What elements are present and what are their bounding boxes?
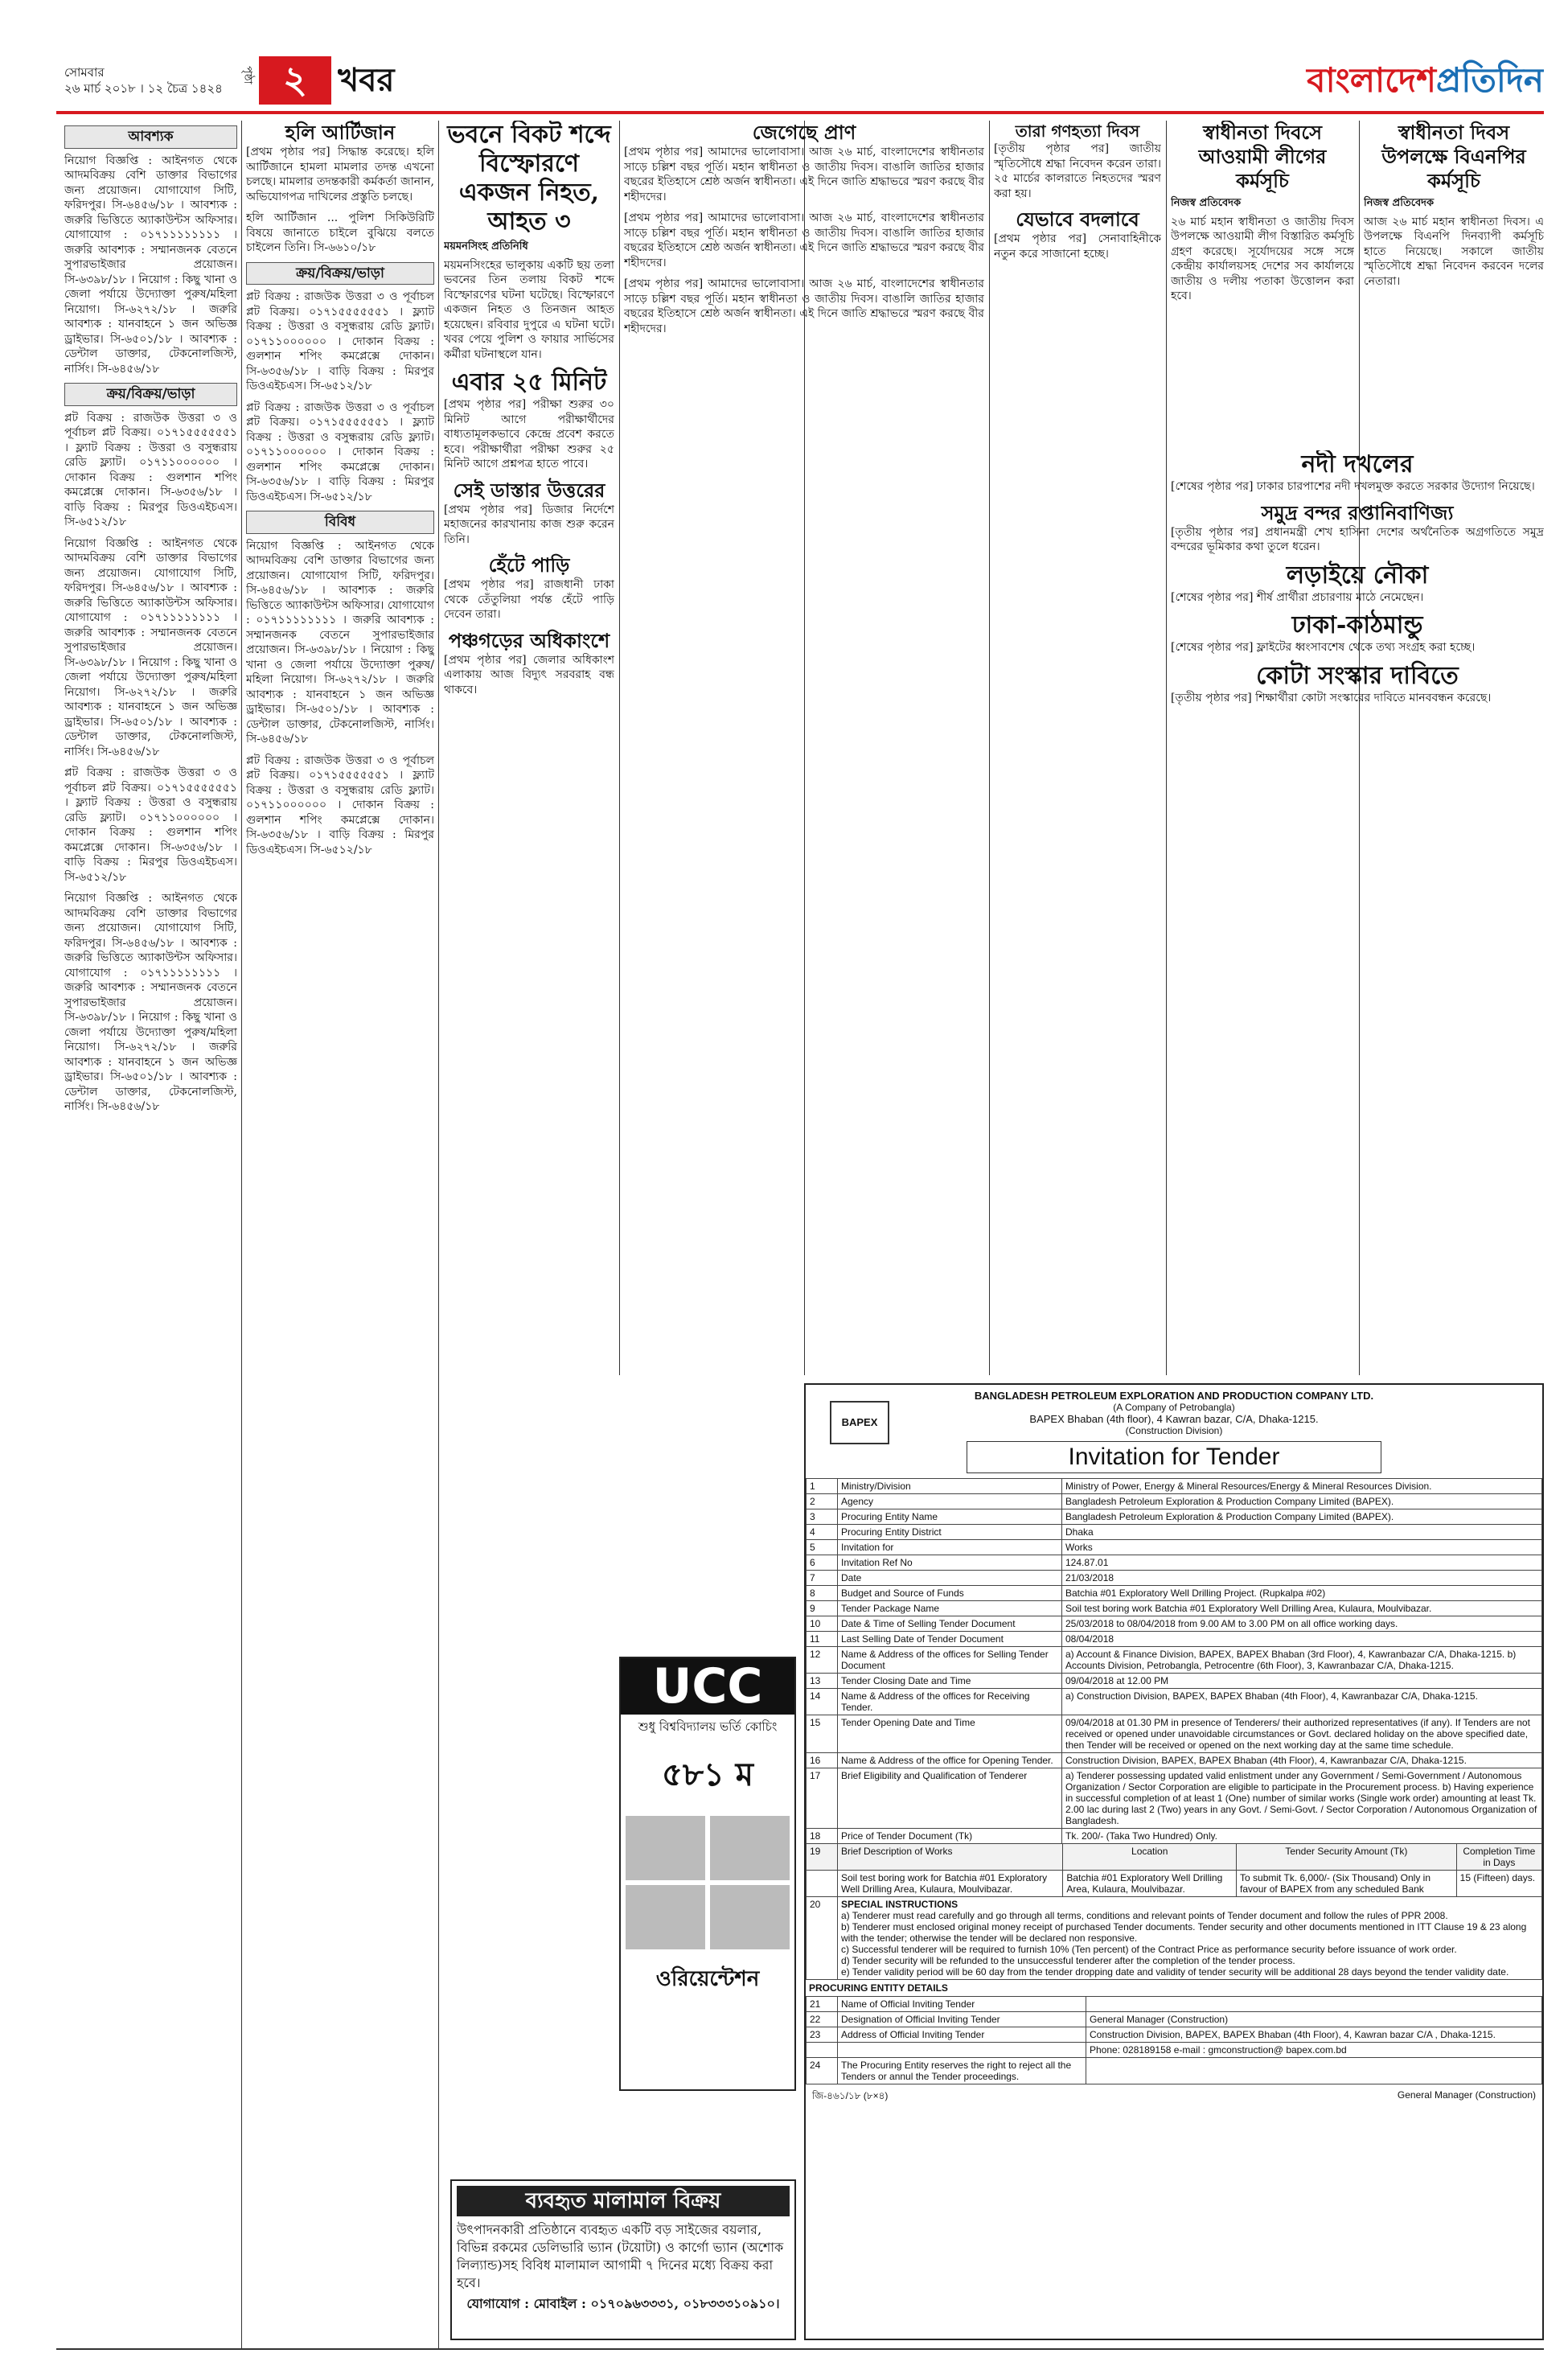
table-cell: Name & Address of the office for Opening Tender. (838, 1753, 1062, 1768)
ucc-photo-grid (621, 1811, 794, 1954)
table-cell: Budget and Source of Funds (838, 1586, 1062, 1601)
logo-part-a: বাংলাদেশ (1307, 60, 1436, 100)
table-cell: Address of Official Inviting Tender (838, 2027, 1086, 2043)
table-cell: Invitation Ref No (838, 1555, 1062, 1571)
table-cell: Batchia #01 Exploratory Well Drilling Project. (Rupkalpa #02) (1062, 1586, 1542, 1601)
news-column-7 (1171, 121, 1354, 442)
classified-heading: ক্রয়/বিক্রয়/ভাড়া (64, 383, 237, 406)
table-cell: General Manager (Construction) (1086, 2012, 1542, 2027)
bnp-headline: স্বাধীনতা দিবস উপলক্ষে বিএনপির কর্মসূচি (1381, 121, 1526, 192)
holi-artisan-headline: হলি আর্টিজান (285, 121, 396, 144)
table-cell: 15 (Fifteen) days. (1456, 1871, 1541, 1897)
tender-title: Invitation for Tender (967, 1441, 1381, 1473)
table-cell: 11 (807, 1632, 838, 1647)
table-row (807, 1555, 1542, 1571)
blast-byline: ময়মনসিংহ প্রতিনিধি (444, 240, 528, 253)
table-row (807, 1632, 1542, 1647)
sale-title: ব্যবহৃত মালামাল বিক্রয় (457, 2186, 790, 2216)
table-cell: Brief Description of Works (838, 1844, 1063, 1871)
issue-date: সোমবার ২৬ মার্চ ২০১৮ । ১২ চৈত্র ১৪২৪ (64, 65, 223, 96)
table-cell: Name of Official Inviting Tender (838, 1997, 1086, 2012)
table-cell: Date (838, 1571, 1062, 1586)
table-cell: Price of Tender Document (Tk) (838, 1829, 1062, 1844)
table-cell: 8 (807, 1586, 838, 1601)
table-row (807, 1479, 1542, 1494)
tara-headline: তারা গণহত্যা দিবস (1015, 121, 1140, 141)
table-cell: Location (1063, 1844, 1237, 1871)
table-cell: 19 (807, 1844, 838, 1871)
table-cell: Procuring Entity Name (838, 1509, 1062, 1525)
news-column-6 (994, 121, 1161, 1371)
table-cell: 21/03/2018 (1062, 1571, 1542, 1586)
table-cell: 09/04/2018 at 01.30 PM in presence of Tenderers/ their authorized representatives (if any). If Tenders are not received or opened under unavoidable circumstances or Govt. declared holiday on the above specified date, then Tender will be received or opened on the next working day at the same time schedule. (1062, 1715, 1542, 1753)
table-cell: 12 (807, 1647, 838, 1674)
masthead-logo (1254, 56, 1544, 105)
awami-league-headline: স্বাধীনতা দিবসে আওয়ামী লীগের কর্মসূচি (1198, 121, 1327, 192)
table-row (807, 1509, 1542, 1525)
classified-text: প্লট বিক্রয় : রাজউক উত্তরা ৩ ও পূর্বাচল প্লট বিক্রয়। ০১৭১৫৫৫৫৫৫১ । ফ্ল্যাট বিক্রয় : উত্তরা ও বসুন্ধরায় রেডি ফ্ল্যাট। ০১৭১১০০০০০০ । দোকান বিক্রয় : গুলশান শপিং কমপ্লেক্সে দোকান। সি-৬৩৫৬/১৮ । বাড়ি বিক্রয় : মিরপুর ডিওএইচএস। সি-৬৫১২/১৮ (246, 290, 434, 392)
table-cell: Soil test boring work for Batchia #01 Exploratory Well Drilling Area, Kulaura, Moulvibazar. (838, 1871, 1063, 1897)
tender-ad-code: জি-৪৬১/১৮ (৮×৪) (812, 2090, 889, 2101)
ucc-orientation: ওরিয়েন্টেশন (655, 1967, 760, 1991)
logo-part-b: প্রতিদিন (1435, 60, 1544, 100)
tender-works-table (806, 1843, 1542, 1897)
ladai-headline: লড়াইয়ে নৌকা (1286, 561, 1429, 589)
jegeche-body: [প্রথম পৃষ্ঠার পর] আমাদের ভালোবাসা। আজ ২৬ মার্চ, বাংলাদেশের স্বাধীনতার সাড়ে চল্লিশ বছর পূর্তি। মহান স্বাধীনতা ও জাতীয় দিবস। বাঙালি জাতির হাজার বছরের ইতিহাসে শ্রেষ্ঠ অর্জন স্বাধীনতা। এই দিনে জাতি শ্রদ্ধাভরে স্মরণ করছে বীর শহীদদের। (624, 212, 984, 269)
table-cell: 2 (807, 1494, 838, 1509)
tender-division: (Construction Division) (1125, 1425, 1223, 1436)
table-cell: Tender Security Amount (Tk) (1237, 1844, 1457, 1871)
table-cell: 16 (807, 1753, 838, 1768)
student-photo (710, 1885, 790, 1949)
table-cell: Tender Closing Date and Time (838, 1674, 1062, 1689)
jegeche-body: [প্রথম পৃষ্ঠার পর] আমাদের ভালোবাসা। আজ ২৬ মার্চ, বাংলাদেশের স্বাধীনতার সাড়ে চল্লিশ বছর পূর্তি। মহান স্বাধীনতা ও জাতীয় দিবস। বাঙালি জাতির হাজার বছরের ইতিহাসে শ্রেষ্ঠ অর্জন স্বাধীনতা। এই দিনে জাতি শ্রদ্ধাভরে স্মরণ করছে বীর শহীদদের। (624, 277, 984, 335)
bapex-logo-icon: BAPEX (830, 1401, 889, 1444)
blast-headline: ভবনে বিকট শব্দে বিস্ফোরণে একজন নিহত, আহত ৩ (447, 121, 611, 236)
quota-headline: কোটা সংস্কার দাবিতে (1256, 661, 1459, 690)
special-item: a) Tenderer must read carefully and go through all terms, conditions and relevant points of Tender document and follow the rules of PPR 2008. (841, 1910, 1448, 1921)
table-cell: 6 (807, 1555, 838, 1571)
dhaka-kathmandu-body: [শেষের পৃষ্ঠার পর] ফ্লাইটের ধ্বংসাবশেষ থেকে তথ্য সংগ্রহ করা হচ্ছে। (1171, 641, 1476, 654)
table-cell: 4 (807, 1525, 838, 1540)
table-cell: a) Account & Finance Division, BAPEX, BAPEX Bhaban (3rd Floor), 4, Kawranbazar C/A, Dhaka-1215. b) Accounts Division, Petrobangla, Petrocentre (6th Floor), 3, Kawranbazar C/A, Dhaka-1215. (1062, 1647, 1542, 1674)
sale-contact: যোগাযোগ : মোবাইল : ০১৭০৯৬৩৩৩১, ০১৮৩৩৩১০৯১০। (466, 2296, 780, 2311)
table-row (807, 2058, 1542, 2084)
table-cell: Batchia #01 Exploratory Well Drilling Area, Kulaura, Moulvibazar. (1063, 1871, 1237, 1897)
classified-text: হলি আর্টিজান ... পুলিশ সিকিউরিটি বিষয়ে জানাতে চাইলে বুঝিয়ে বলতে চাইলেন তিনি। সি-৬৬১০/১৮ (246, 212, 434, 254)
student-photo (626, 1885, 705, 1949)
nodi-headline: নদী দখলের (1301, 450, 1414, 478)
jegeche-headline: জেগেছে প্রাণ (752, 121, 856, 144)
tender-company-address: BAPEX Bhaban (4th floor), 4 Kawran bazar, C/A, Dhaka-1215. (1029, 1413, 1319, 1425)
tender-company-sub: (A Company of Petrobangla) (1113, 1402, 1235, 1413)
table-cell: a) Construction Division, BAPEX, BAPEX Bhaban (4th Floor), 4, Kawranbazar C/A, Dhaka-1215. (1062, 1689, 1542, 1715)
quota-body: [তৃতীয় পৃষ্ঠার পর] শিক্ষার্থীরা কোটা সংস্কারের দাবিতে মানববন্ধন করেছে। (1171, 691, 1492, 704)
blast-body: ময়মনসিংহের ভালুকায় একটি ছয় তলা ভবনের তিন তলায় বিকট শব্দে বিস্ফোরণের ঘটনা ঘটেছে। বিস্ফোরণে একজন নিহত ও তিনজন আহত হয়েছেন। রবিবার দুপুরে এ ঘটনা ঘটে। খবর পেয়ে পুলিশ ও ফায়ার সার্ভিসের কর্মীরা ঘটনাস্থলে যান। (444, 258, 614, 361)
table-cell: 18 (807, 1829, 838, 1844)
table-row (807, 1689, 1542, 1715)
special-item: e) Tender validity period will be 60 day from the tender dropping date and validity of tender security will be additional 28 days beyond the tender validity date. (841, 1966, 1509, 1978)
classified-text: নিয়োগ বিজ্ঞপ্তি : আইনগত থেকে আদমবিক্রয় বেশি ডাক্তার বিভাগের জন্য প্রয়োজন। যোগাযোগ সিটি, ফরিদপুর। সি-৬৪৫৬/১৮ । আবশ্যক : জরুরি ভিত্তিতে অ্যাকাউন্টস অফিসার। যোগাযোগ : ০১৭১১১১১১১১ । জরুরি আবশ্যক : সম্মানজনক বেতনে সুপারভাইজার প্রয়োজন। সি-৬৩৯৮/১৮ । নিয়োগ : কিছু খানা ও জেলা পর্যায়ে উদ্যোক্তা পুরুষ/মহিলা নিয়োগ। সি-৬২৭২/১৮ । জরুরি আবশ্যক : যানবাহনে ১ জন অভিজ্ঞ ড্রাইভার। সি-৬৫০১/১৮ । আবশ্যক : ডেন্টাল ডাক্তার, টেকনোলজিস্ট, নার্সিং। সি-৬৪৫৬/১৮ (64, 536, 237, 758)
table-row (807, 1616, 1542, 1632)
table-row (807, 1829, 1542, 1844)
table-cell: Name & Address of the offices for Selling Tender Document (838, 1647, 1062, 1674)
special-item: d) Tender security will be refunded to the unsuccessful tenderer after the completion of the tender process. (841, 1955, 1295, 1966)
student-photo (626, 1816, 705, 1880)
page-label: পৃষ্ঠা (241, 66, 254, 84)
news-column-4 (624, 121, 984, 1371)
table-cell: Last Selling Date of Tender Document (838, 1632, 1062, 1647)
tender-company: BANGLADESH PETROLEUM EXPLORATION AND PRODUCTION COMPANY LTD. (974, 1390, 1374, 1402)
classified-heading: আবশ্যক (64, 125, 237, 149)
table-cell (838, 1897, 1542, 1980)
table-cell: 24 (807, 2058, 838, 2084)
table-row (807, 2012, 1542, 2027)
table-cell: Soil test boring work Batchia #01 Exploratory Well Drilling Area, Kulaura, Moulvibazar. (1062, 1601, 1542, 1616)
used-goods-sale-ad (450, 2179, 796, 2340)
min25-body: [প্রথম পৃষ্ঠার পর] পরীক্ষা শুরুর ৩০ মিনিট আগে পরীক্ষার্থীদের বাধ্যতামূলকভাবে কেন্দ্রে প্রবেশ করতে হবে। পরীক্ষার্থীরা পরীক্ষা শুরুর ২৫ মিনিট আগে প্রশ্নপত্র হাতে পাবে। (444, 398, 614, 470)
hetepari-body: [প্রথম পৃষ্ঠার পর] রাজধানী ঢাকা থেকে তেঁতুলিয়া পর্যন্ত হেঁটে পাড়ি দেবেন তারা। (444, 578, 614, 621)
table-cell: a) Tenderer possessing updated valid enlistment under any Government / Semi-Government / Autonomous Organization / Sector Corporation are eligible to participate in the Procurement process. b) Having experience in successful completion of at least 1 (One) number of similar works (Single work order) amounting at least Tk. 2.00 lac during last 2 (Two) years in any Govt. / Semi-Govt. / Sector Corporation / Autonomous Organization of Bangladesh. (1062, 1768, 1542, 1829)
ladai-body: [শেষের পৃষ্ঠার পর] শীর্ষ প্রার্থীরা প্রচারণায় মাঠে নেমেছেন। (1171, 590, 1424, 604)
table-cell: 13 (807, 1674, 838, 1689)
table-cell: Brief Eligibility and Qualification of Tenderer (838, 1768, 1062, 1829)
awami-league-byline: নিজস্ব প্রতিবেদক (1171, 197, 1242, 209)
table-cell: Designation of Official Inviting Tender (838, 2012, 1086, 2027)
table-cell: 17 (807, 1768, 838, 1829)
tender-table (806, 1478, 1542, 1844)
hetepari-headline: হেঁটে পাড়ি (488, 553, 570, 577)
special-instructions-heading: SPECIAL INSTRUCTIONS (841, 1899, 958, 1910)
classified-heading: বিবিধ (246, 511, 434, 534)
table-cell: Construction Division, BAPEX, BAPEX Bhaban (4th Floor), 4, Kawranbazar C/A, Dhaka-1215. (1062, 1753, 1542, 1768)
table-cell: 22 (807, 2012, 838, 2027)
jegeche-body: [প্রথম পৃষ্ঠার পর] আমাদের ভালোবাসা। আজ ২৬ মার্চ, বাংলাদেশের স্বাধীনতার সাড়ে চল্লিশ বছর পূর্তি। মহান স্বাধীনতা ও জাতীয় দিবস। বাঙালি জাতির হাজার বছরের ইতিহাসে শ্রেষ্ঠ অর্জন স্বাধীনতা। এই দিনে জাতি শ্রদ্ধাভরে স্মরণ করছে বীর শহীদদের। (624, 146, 984, 203)
panchagarh-headline: পঞ্চগড়ের অধিকাংশে (448, 628, 610, 652)
nodi-body: [শেষের পৃষ্ঠার পর] ঢাকার চারপাশের নদী দখলমুক্ত করতে সরকার উদ্যোগ নিয়েছে। (1171, 480, 1535, 493)
special-instructions (806, 1896, 1542, 1980)
table-cell: 15 (807, 1715, 838, 1753)
table-row (807, 1753, 1542, 1768)
table-cell: 3 (807, 1509, 838, 1525)
classified-text: নিয়োগ বিজ্ঞপ্তি : আইনগত থেকে আদমবিক্রয় বেশি ডাক্তার বিভাগের জন্য প্রয়োজন। যোগাযোগ সিটি, ফরিদপুর। সি-৬৪৫৬/১৮ । আবশ্যক : জরুরি ভিত্তিতে অ্যাকাউন্টস অফিসার। যোগাযোগ : ০১৭১১১১১১১১ । জরুরি আবশ্যক : সম্মানজনক বেতনে সুপারভাইজার প্রয়োজন। সি-৬৩৯৮/১৮ । নিয়োগ : কিছু খানা ও জেলা পর্যায়ে উদ্যোক্তা পুরুষ/মহিলা নিয়োগ। সি-৬২৭২/১৮ । জরুরি আবশ্যক : যানবাহনে ১ জন অভিজ্ঞ ড্রাইভার। সি-৬৫০১/১৮ । আবশ্যক : ডেন্টাল ডাক্তার, টেকনোলজিস্ট, নার্সিং। সি-৬৪৫৬/১৮ (246, 539, 434, 745)
table-cell: 25/03/2018 to 08/04/2018 from 9.00 AM to 3.00 PM on all office working days. (1062, 1616, 1542, 1632)
table-row (807, 1494, 1542, 1509)
special-item: b) Tenderer must enclosed original money receipt of purchased Tender documents. Tender security and other documents mentioned in ITT Clause 19 & 23 along with the tender; otherwise the tender will be declared non responsive. (841, 1921, 1527, 1944)
table-cell: Phone: 028189158 e-mail : gmconstruction@ bapex.com.bd (1086, 2043, 1542, 2058)
bnp-body: আজ ২৬ মার্চ মহান স্বাধীনতা দিবস। এ উপলক্ষে বিএনপি দিনব্যাপী কর্মসূচি হাতে নিয়েছে। সকালে জাতীয় স্মৃতিসৌধে শ্রদ্ধা নিবেদন করবেন দলের নেতারা। (1364, 215, 1544, 288)
table-row (807, 1715, 1542, 1753)
table-row (807, 1571, 1542, 1586)
table-cell: Tender Package Name (838, 1601, 1062, 1616)
column-divider (989, 121, 990, 1375)
awami-league-body: ২৬ মার্চ মহান স্বাধীনতা ও জাতীয় দিবস উপলক্ষে আওয়ামী লীগ বিস্তারিত কর্মসূচি গ্রহণ করেছে। সূর্যোদয়ের সঙ্গে সঙ্গে কেন্দ্রীয় কার্যালয়সহ দেশের সব কার্যালয়ে জাতীয় ও দলীয় পতাকা উত্তোলন করা হবে। (1171, 215, 1354, 302)
news-column-right-wide (1171, 450, 1544, 1375)
table-row (807, 1601, 1542, 1616)
somudro-body: [তৃতীয় পৃষ্ঠার পর] প্রধানমন্ত্রী শেখ হাসিনা দেশের অর্থনৈতিক অগ্রগতিতে সমুদ্র বন্দরের ভূমিকার কথা তুলে ধরেন। (1171, 525, 1544, 553)
procuring-entity-heading: PROCURING ENTITY DETAILS (809, 1982, 948, 1994)
table-cell: 21 (807, 1997, 838, 2012)
classified-text: নিয়োগ বিজ্ঞপ্তি : আইনগত থেকে আদমবিক্রয় বেশি ডাক্তার বিভাগের জন্য প্রয়োজন। যোগাযোগ সিটি, ফরিদপুর। সি-৬৪৫৬/১৮ । আবশ্যক : জরুরি ভিত্তিতে অ্যাকাউন্টস অফিসার। যোগাযোগ : ০১৭১১১১১১১১ । জরুরি আবশ্যক : সম্মানজনক বেতনে সুপারভাইজার প্রয়োজন। সি-৬৩৯৮/১৮ । নিয়োগ : কিছু খানা ও জেলা পর্যায়ে উদ্যোক্তা পুরুষ/মহিলা নিয়োগ। সি-৬২৭২/১৮ । জরুরি আবশ্যক : যানবাহনে ১ জন অভিজ্ঞ ড্রাইভার। সি-৬৫০১/১৮ । আবশ্যক : ডেন্টাল ডাক্তার, টেকনোলজিস্ট, নার্সিং। সি-৬৪৫৬/১৮ (64, 154, 237, 376)
table-cell: Bangladesh Petroleum Exploration & Production Company Limited (BAPEX). (1062, 1509, 1542, 1525)
table-row (807, 1540, 1542, 1555)
table-cell: Tender Opening Date and Time (838, 1715, 1062, 1753)
table-cell (1086, 1997, 1542, 2012)
table-cell (807, 2043, 838, 2058)
table-cell: 10 (807, 1616, 838, 1632)
table-cell: 9 (807, 1601, 838, 1616)
table-cell (807, 1871, 838, 1897)
holi-artisan-body: [প্রথম পৃষ্ঠার পর] সিদ্ধান্ত করেছে। হলি আর্টিজানে হামলা মামলার তদন্ত এখনো চলছে। মামলার তদন্তকারী কর্মকর্তা জানান, অভিযোগপত্র দাখিলের প্রস্তুতি চলছে। (246, 146, 434, 203)
classified-heading: ক্রয়/বিক্রয়/ভাড়া (246, 262, 434, 285)
lumber-body: [প্রথম পৃষ্ঠার পর] ডিজার নির্দেশে মহাজনের কারখানায় কাজ শুরু করেন তিনি। (444, 503, 614, 546)
table-cell: 20 (807, 1897, 838, 1980)
table-cell: The Procuring Entity reserves the right to reject all the Tenders or annul the Tender proceedings. (838, 2058, 1086, 2084)
min25-headline: এবার ২৫ মিনিট (451, 368, 607, 396)
lumber-headline: সেই ডাস্তার উত্তরের (453, 478, 605, 502)
jebhabe-body: [প্রথম পৃষ্ঠার পর] সেনাবাহিনীকে নতুন করে সাজানো হচ্ছে। (994, 232, 1161, 261)
bapex-tender-notice (804, 1383, 1544, 2340)
table-cell: Construction Division, BAPEX, BAPEX Bhaban (4th Floor), 4, Kawran bazar C/A , Dhaka-1215. (1086, 2027, 1542, 2043)
panchagarh-body: [প্রথম পৃষ্ঠার পর] জেলার অধিকাংশ এলাকায় আজ বিদ্যুৎ সরবরাহ বন্ধ থাকবে। (444, 653, 614, 696)
table-row (807, 1997, 1542, 2012)
ucc-tagline: শুধু বিশ্ববিদ্যালয় ভর্তি কোচিং (638, 1719, 778, 1734)
header-rule (56, 111, 1544, 114)
bnp-byline: নিজস্ব প্রতিবেদক (1364, 197, 1435, 209)
table-cell: Date & Time of Selling Tender Document (838, 1616, 1062, 1632)
table-cell: Works (1062, 1540, 1542, 1555)
classified-text: নিয়োগ বিজ্ঞপ্তি : আইনগত থেকে আদমবিক্রয় বেশি ডাক্তার বিভাগের জন্য প্রয়োজন। যোগাযোগ সিটি, ফরিদপুর। সি-৬৪৫৬/১৮ । আবশ্যক : জরুরি ভিত্তিতে অ্যাকাউন্টস অফিসার। যোগাযোগ : ০১৭১১১১১১১১ । জরুরি আবশ্যক : সম্মানজনক বেতনে সুপারভাইজার প্রয়োজন। সি-৬৩৯৮/১৮ । নিয়োগ : কিছু খানা ও জেলা পর্যায়ে উদ্যোক্তা পুরুষ/মহিলা নিয়োগ। সি-৬২৭২/১৮ । জরুরি আবশ্যক : যানবাহনে ১ জন অভিজ্ঞ ড্রাইভার। সি-৬৫০১/১৮ । আবশ্যক : ডেন্টাল ডাক্তার, টেকনোলজিস্ট, নার্সিং। সি-৬৪৫৬/১৮ (64, 892, 237, 1113)
column-divider (1166, 121, 1167, 1375)
dhaka-kathmandu-headline: ঢাকা-কাঠমান্ডু (1291, 611, 1423, 639)
table-row (807, 1674, 1542, 1689)
table-cell: Bangladesh Petroleum Exploration & Production Company Limited (BAPEX). (1062, 1494, 1542, 1509)
tender-signatory: General Manager (Construction) (1397, 2089, 1536, 2101)
table-cell: To submit Tk. 6,000/- (Six Thousand) Only in favour of BAPEX from any scheduled Bank (1237, 1871, 1457, 1897)
special-item: c) Successful tenderer will be required to furnish 10% (Ten percent) of the Contract Price as performance security before issuance of work order. (841, 1944, 1457, 1955)
table-cell (838, 2043, 1086, 2058)
table-row (807, 2043, 1542, 2058)
table-cell: 09/04/2018 at 12.00 PM (1062, 1674, 1542, 1689)
student-photo (710, 1816, 790, 1880)
table-cell: Agency (838, 1494, 1062, 1509)
classified-text: প্লট বিক্রয় : রাজউক উত্তরা ৩ ও পূর্বাচল প্লট বিক্রয়। ০১৭১৫৫৫৫৫৫১ । ফ্ল্যাট বিক্রয় : উত্তরা ও বসুন্ধরায় রেডি ফ্ল্যাট। ০১৭১১০০০০০০ । দোকান বিক্রয় : গুলশান শপিং কমপ্লেক্সে দোকান। সি-৬৩৫৬/১৮ । বাড়ি বিক্রয় : মিরপুর ডিওএইচএস। সি-৬৫১২/১৮ (64, 411, 237, 528)
table-cell: Invitation for (838, 1540, 1062, 1555)
works-header-row (807, 1844, 1542, 1871)
column-divider (241, 121, 242, 2348)
table-cell (1086, 2058, 1542, 2084)
table-cell: Procuring Entity District (838, 1525, 1062, 1540)
section-title: খবর (338, 61, 395, 99)
table-cell: Dhaka (1062, 1525, 1542, 1540)
somudro-headline: সমুদ্র বন্দর রপ্তানিবাণিজ্য (1261, 500, 1454, 524)
classified-text: প্লট বিক্রয় : রাজউক উত্তরা ৩ ও পূর্বাচল প্লট বিক্রয়। ০১৭১৫৫৫৫৫৫১ । ফ্ল্যাট বিক্রয় : উত্তরা ও বসুন্ধরায় রেডি ফ্ল্যাট। ০১৭১১০০০০০০ । দোকান বিক্রয় : গুলশান শপিং কমপ্লেক্সে দোকান। সি-৬৩৫৬/১৮ । বাড়ি বিক্রয় : মিরপুর ডিওএইচএস। সি-৬৫১২/১৮ (64, 766, 237, 884)
classified-text: প্লট বিক্রয় : রাজউক উত্তরা ৩ ও পূর্বাচল প্লট বিক্রয়। ০১৭১৫৫৫৫৫৫১ । ফ্ল্যাট বিক্রয় : উত্তরা ও বসুন্ধরায় রেডি ফ্ল্যাট। ০১৭১১০০০০০০ । দোকান বিক্রয় : গুলশান শপিং কমপ্লেক্সে দোকান। সি-৬৩৫৬/১৮ । বাড়ি বিক্রয় : মিরপুর ডিওএইচএস। সি-৬৫১২/১৮ (246, 400, 434, 503)
tara-body: [তৃতীয় পৃষ্ঠার পর] জাতীয় স্মৃতিসৌধে শ্রদ্ধা নিবেদন করেন তারা। ২৫ মার্চের কালরাতে নিহতদের স্মরণ করা হয়। (994, 142, 1161, 200)
table-cell: Tk. 200/- (Taka Two Hundred) Only. (1062, 1829, 1542, 1844)
classified-text: প্লট বিক্রয় : রাজউক উত্তরা ৩ ও পূর্বাচল প্লট বিক্রয়। ০১৭১৫৫৫৫৫৫১ । ফ্ল্যাট বিক্রয় : উত্তরা ও বসুন্ধরায় রেডি ফ্ল্যাট। ০১৭১১০০০০০০ । দোকান বিক্রয় : গুলশান শপিং কমপ্লেক্সে দোকান। সি-৬৩৫৬/১৮ । বাড়ি বিক্রয় : মিরপুর ডিওএইচএস। সি-৬৫১২/১৮ (246, 754, 434, 856)
news-column-8 (1364, 121, 1544, 442)
works-row (807, 1871, 1542, 1897)
sale-body: উৎপাদনকারী প্রতিষ্ঠানে ব্যবহৃত একটি বড় সাইজের বয়লার, বিভিন্ন রকমের ডেলিভারি ভ্যান (টয়োটা) ও কার্গো ভ্যান (অশোক লিল্যান্ড)সহ বিবিধ মালামাল আগামী ৭ দিনের মধ্যে বিক্রয় করা হবে। (457, 2222, 784, 2290)
table-cell: 7 (807, 1571, 838, 1586)
page-number-badge: ২ (259, 56, 331, 105)
table-cell: 08/04/2018 (1062, 1632, 1542, 1647)
table-cell: 14 (807, 1689, 838, 1715)
table-cell: Ministry of Power, Energy & Mineral Resources/Energy & Mineral Resources Division. (1062, 1479, 1542, 1494)
news-column-3 (444, 121, 614, 2175)
column-divider (619, 121, 620, 1375)
ucc-coaching-ad (619, 1657, 796, 2091)
table-row (807, 1586, 1542, 1601)
procuring-entity-table (806, 1996, 1542, 2084)
table-row (807, 1768, 1542, 1829)
table-row (807, 1525, 1542, 1540)
ucc-result: ৫৮১ ম (661, 1756, 753, 1793)
ucc-logo: UCC (621, 1658, 794, 1715)
table-cell: 1 (807, 1479, 838, 1494)
table-cell: Completion Time in Days (1456, 1844, 1541, 1871)
column-divider (438, 121, 439, 2348)
table-cell: 5 (807, 1540, 838, 1555)
table-cell: Name & Address of the offices for Receiving Tender. (838, 1689, 1062, 1715)
table-cell: Ministry/Division (838, 1479, 1062, 1494)
table-row (807, 2027, 1542, 2043)
jebhabe-headline: যেভাবে বদলাবে (1016, 207, 1139, 231)
classifieds-column-2 (246, 121, 434, 2348)
classifieds-column-1 (64, 121, 237, 2348)
table-row (807, 1647, 1542, 1674)
footer-rule (56, 2348, 1544, 2350)
table-cell: 23 (807, 2027, 838, 2043)
table-cell: 124.87.01 (1062, 1555, 1542, 1571)
